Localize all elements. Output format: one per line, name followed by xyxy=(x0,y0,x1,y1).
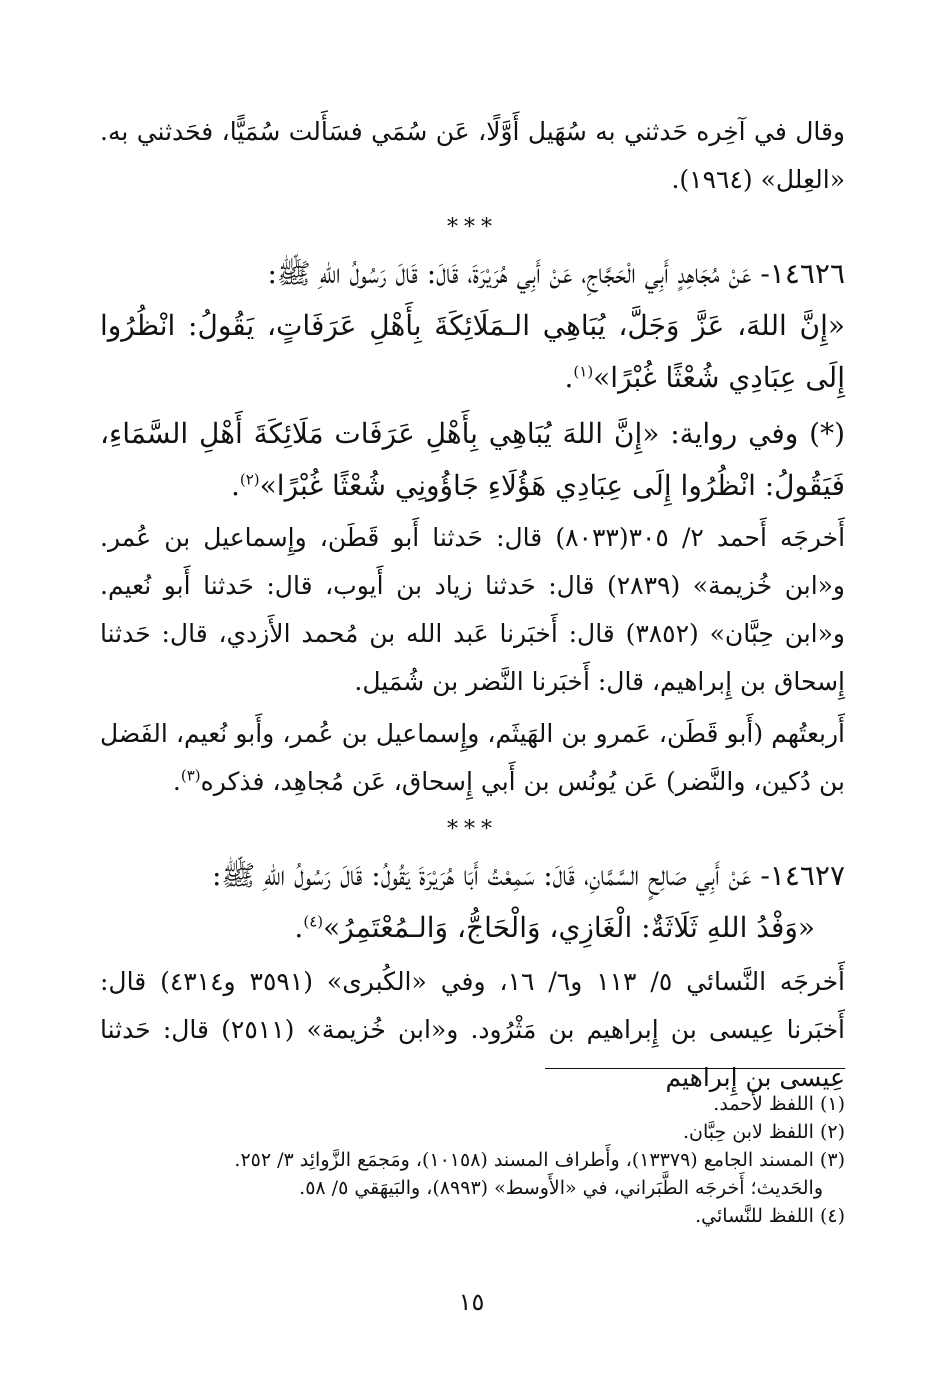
section-separator: *** xyxy=(447,817,498,842)
hadith-14626-text-body: «إِنَّ اللهَ، عَزَّ وَجَلَّ، يُبَاهِي الـمَلَائِكَةَ بِأَهْلِ عَرَفَاتٍ، يَقُولُ: انْظُرُوا إِلَى عِبَادِي شُعْثًا غُبْرًا» xyxy=(100,309,845,394)
hadith-14627-intro: ١٤٦٢٧- عَنْ أَبِي صَالِحٍ السَّمَّانِ، قَالَ: سَمِعْتُ أَبَا هُرَيْرَةَ يَقُولُ: قَالَ رَسُولُ اللهِ ﷺ: xyxy=(211,859,845,892)
footnote-divider xyxy=(545,1068,845,1069)
hadith-14626-text: «إِنَّ اللهَ، عَزَّ وَجَلَّ، يُبَاهِي الـمَلَائِكَةَ بِأَهْلِ عَرَفَاتٍ، يَقُولُ: انْظُرُوا إِلَى عِبَادِي شُعْثًا غُبْرًا»$^{(١)}$. xyxy=(100,309,845,394)
hadith-14626-chain-body: أَربعتُهم (أَبو قَطَن، عَمرو بن الهَيثَم، وإِسماعيل بن عُمر، وأَبو نُعيم، الفَضل بن دُكين، والنَّضر) عَن يُونُس بن أَبي إِسحاق، عَن مُجاهِد، فذكره xyxy=(100,719,845,796)
hadith-14627-text-body: «وَفْدُ اللهِ ثَلَاثَةٌ: الْغَازِي، وَالْحَاجُّ، وَالـمُعْتَمِرُ» xyxy=(323,911,815,944)
footnote-marker-4: (٤) xyxy=(303,912,324,931)
page-number: ١٥ xyxy=(458,1288,485,1316)
hadith-14627-takhrij: أَخرجَه النَّسائي ٥/ ١١٣ و٦/ ١٦، وفي «الكُبرى» (٣٥٩١ و٤٣١٤) قال: أَخبَرنا عِيسى بن إِبراهيم بن مَثْرُود. و«ابن خُزيمة» (٢٥١١) قال: حَدثنا عِيسى بن إِبراهيم xyxy=(100,967,845,1092)
hadith-14626-chain: أَربعتُهم (أَبو قَطَن، عَمرو بن الهَيثَم، وإِسماعيل بن عُمر، وأَبو نُعيم، الفَضل بن دُكين، والنَّضر) عَن يُونُس بن أَبي إِسحاق، عَن مُجاهِد، فذكره$^{(٣)}$. xyxy=(100,719,845,796)
footnote-2: (٢) اللفظ لابن حِبَّان. xyxy=(682,1121,845,1143)
footnote-4: (٤) اللفظ للنَّسائي. xyxy=(695,1205,845,1227)
footnote-marker-3: (٣) xyxy=(180,766,201,785)
footnote-1: (١) اللفظ لأَحمد. xyxy=(713,1093,845,1115)
footnote-3: (٣) المسند الجامع (١٣٣٧٩)، وأَطراف المسند (١٠١٥٨)، ومَجمَع الزَّوائِد ٣/ ٢٥٢. xyxy=(234,1149,845,1171)
hadith-14626-intro: ١٤٦٢٦- عَنْ مُجَاهِدٍ أَبِي الْحَجَّاجِ، عَنْ أَبِي هُرَيْرَةَ، قَالَ: قَالَ رَسُولُ اللهِ ﷺ: xyxy=(267,257,845,290)
top-paragraph: وقال في آخِره حَدثني به سُهَيل أَوَّلًا، عَن سُمَي فسَأَلت سُمَيًّا، فحَدثني به. «العِلل» (١٩٦٤). xyxy=(100,117,845,194)
page-body xyxy=(100,108,845,1102)
hadith-14626-takhrij: أَخرجَه أَحمد ٢/ ٣٠٥(٨٠٣٣) قال: حَدثنا أَبو قَطَن، وإِسماعيل بن عُمر. و«ابن خُزيمة» (٢٨٣٩) قال: حَدثنا زياد بن أَيوب، قال: حَدثنا أَبو نُعيم. و«ابن حِبَّان» (٣٨٥٢) قال: أَخبَرنا عَبد الله بن مُحمد الأَزدي، قال: حَدثنا إِسحاق بن إِبراهيم، قال: أَخبَرنا النَّضر بن شُمَيل. xyxy=(100,523,846,696)
section-separator: *** xyxy=(447,215,498,240)
footnote-marker-1: (١) xyxy=(573,362,594,381)
footnotes xyxy=(100,1090,845,1230)
footnote-marker-2: (٢) xyxy=(239,470,260,489)
footnote-3-continued: والحَديث؛ أَخرجَه الطَّبَراني، في «الأَوسط» (٨٩٩٣)، والبَيهَقي ٥/ ٥٨. xyxy=(299,1177,823,1199)
hadith-14627-text: «وَفْدُ اللهِ ثَلَاثَةٌ: الْغَازِي، وَالْحَاجُّ، وَالـمُعْتَمِرُ»$^{(٤)}$. xyxy=(294,911,815,944)
hadith-14626-variant: (*) وفي رواية: «إِنَّ اللهَ يُبَاهِي بِأَهْلِ عَرَفَات مَلَائِكَةَ أَهْلِ السَّمَاءِ، فَيَقُولُ: انْظُرُوا إِلَى عِبَادِي هَؤُلَاءِ جَاؤُونِي شُعْثًا غُبْرًا»$^{(٢)}$. xyxy=(100,417,845,502)
hadith-14626-variant-body: (*) وفي رواية: «إِنَّ اللهَ يُبَاهِي بِأَهْلِ عَرَفَات مَلَائِكَةَ أَهْلِ السَّمَاءِ، فَيَقُولُ: انْظُرُوا إِلَى عِبَادِي هَؤُلَاءِ جَاؤُونِي شُعْثًا غُبْرًا» xyxy=(100,417,845,502)
